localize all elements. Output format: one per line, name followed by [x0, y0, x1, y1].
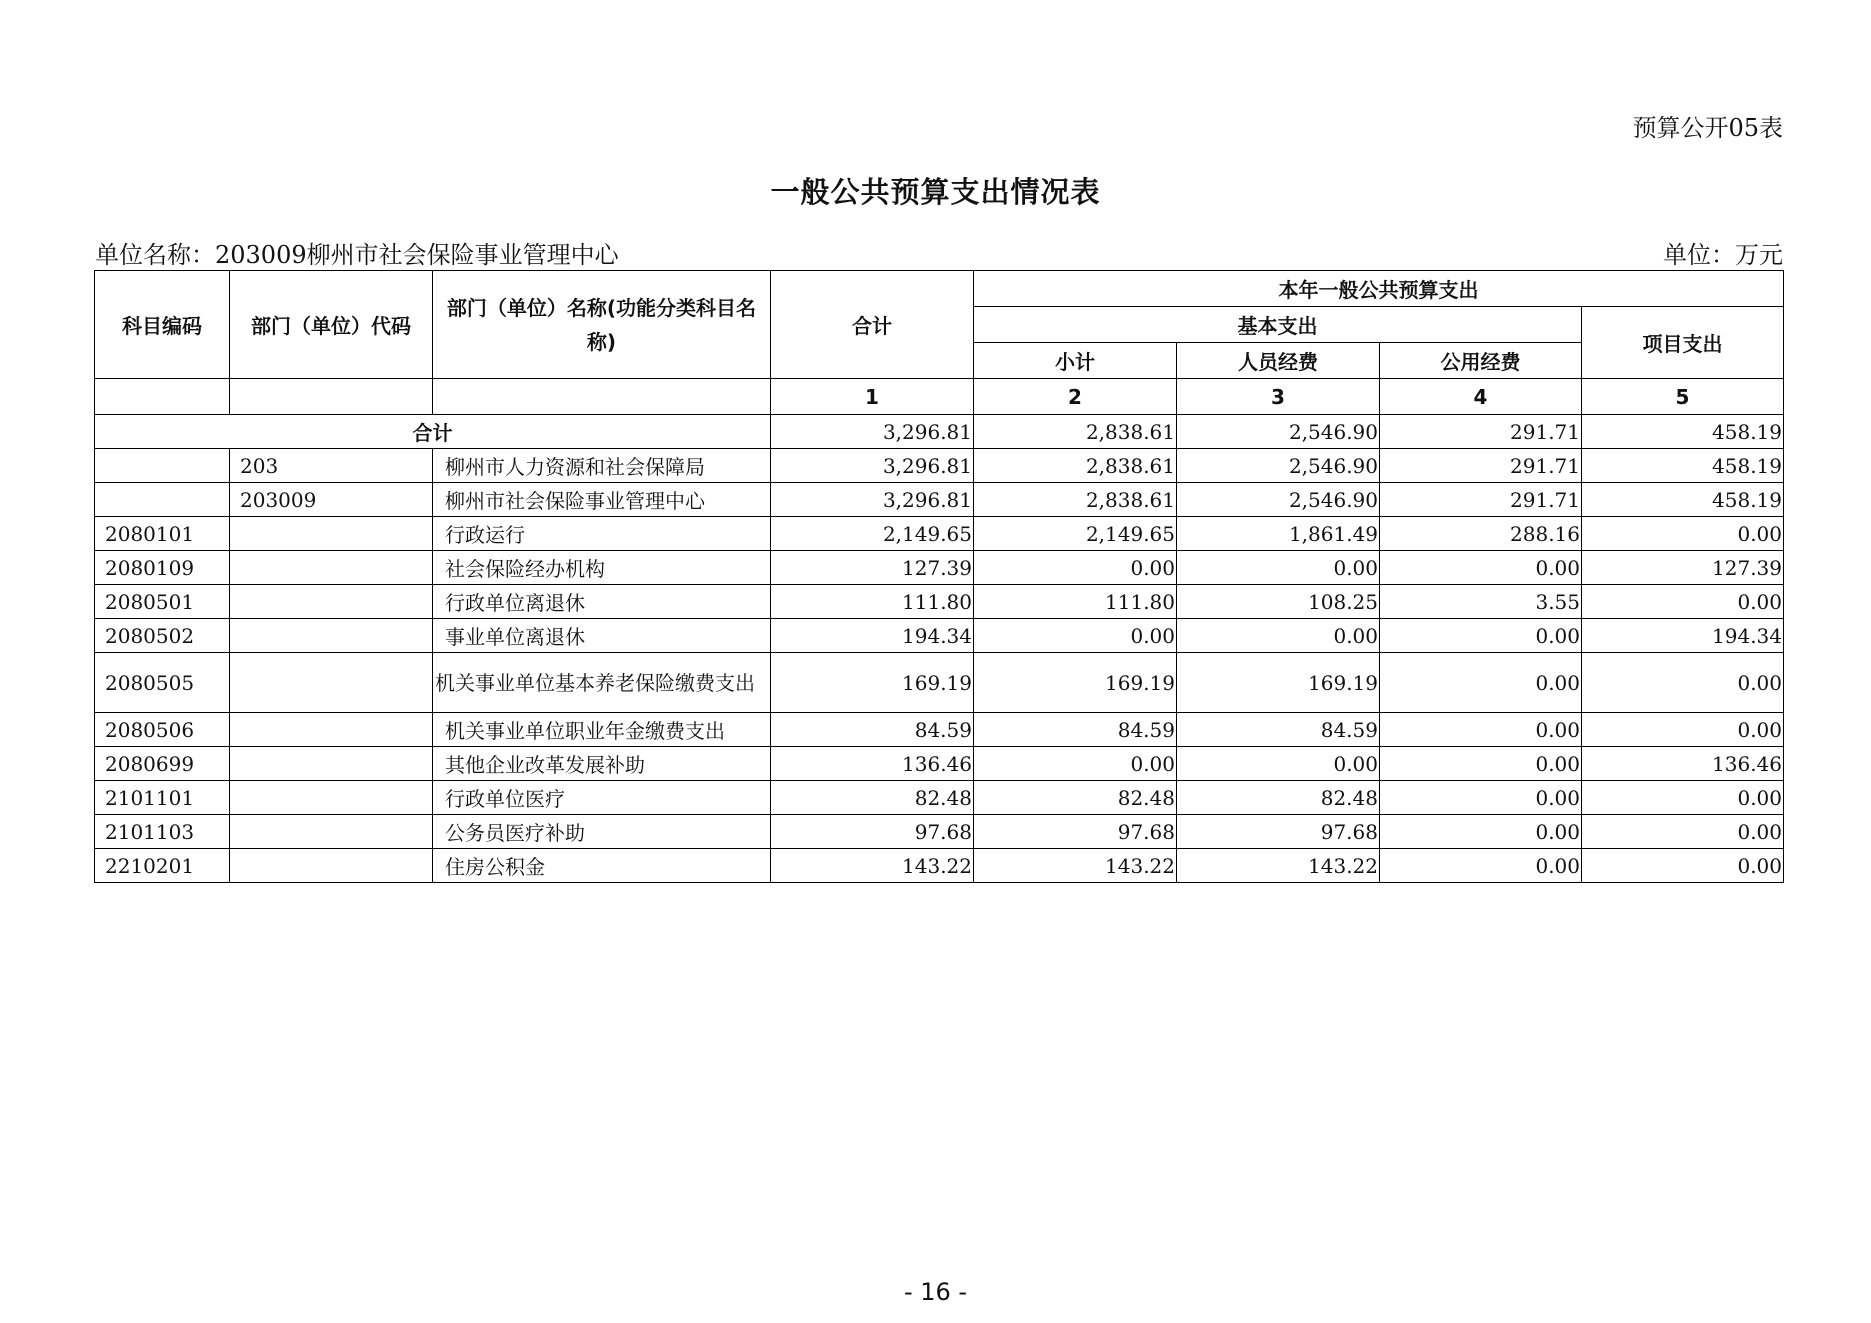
- cell-personnel: 143.22: [1177, 849, 1380, 883]
- header-public: 公用经费: [1380, 343, 1582, 379]
- table-row: [95, 653, 1784, 713]
- header-col-index: 1: [771, 379, 974, 415]
- cell-public: 291.71: [1380, 415, 1582, 449]
- cell-dept-code: [230, 815, 433, 849]
- cell-personnel: 82.48: [1177, 781, 1380, 815]
- cell-dept-name: 机关事业单位职业年金缴费支出: [433, 713, 771, 747]
- cell-dept-code: [230, 653, 433, 713]
- unit-label: 单位：万元: [1663, 241, 1783, 269]
- header-col-index: 4: [1380, 379, 1582, 415]
- cell-dept-name: 柳州市社会保险事业管理中心: [433, 483, 771, 517]
- cell-total: 2,149.65: [771, 517, 974, 551]
- total-row-label: 合计: [95, 415, 771, 449]
- header-col-index: 5: [1582, 379, 1784, 415]
- cell-subject-code: 2080699: [95, 747, 230, 781]
- total-row: [95, 415, 1784, 449]
- cell-dept-name: 行政运行: [433, 517, 771, 551]
- cell-dept-code: 203: [230, 449, 433, 483]
- cell-public: 0.00: [1380, 815, 1582, 849]
- table-row: [95, 517, 1784, 551]
- cell-total: 169.19: [771, 653, 974, 713]
- page-number: - 16 -: [903, 1278, 968, 1306]
- cell-subtotal: 0.00: [974, 619, 1177, 653]
- cell-subtotal: 2,149.65: [974, 517, 1177, 551]
- header-blank: [95, 379, 230, 415]
- cell-subject-code: 2080502: [95, 619, 230, 653]
- cell-total: 84.59: [771, 713, 974, 747]
- cell-public: 0.00: [1380, 619, 1582, 653]
- cell-personnel: 2,546.90: [1177, 415, 1380, 449]
- cell-subject-code: 2080506: [95, 713, 230, 747]
- cell-personnel: 0.00: [1177, 551, 1380, 585]
- cell-project: 0.00: [1582, 849, 1784, 883]
- cell-public: 0.00: [1380, 551, 1582, 585]
- cell-dept-code: [230, 585, 433, 619]
- cell-personnel: 84.59: [1177, 713, 1380, 747]
- unit-name: 单位名称：203009柳州市社会保险事业管理中心: [95, 241, 619, 269]
- cell-subject-code: [95, 449, 230, 483]
- cell-subtotal: 2,838.61: [974, 415, 1177, 449]
- cell-dept-code: [230, 619, 433, 653]
- cell-subject-code: 2080109: [95, 551, 230, 585]
- cell-project: 0.00: [1582, 585, 1784, 619]
- cell-personnel: 0.00: [1177, 747, 1380, 781]
- cell-subject-code: 2080501: [95, 585, 230, 619]
- table-row: [95, 815, 1784, 849]
- cell-project: 194.34: [1582, 619, 1784, 653]
- cell-dept-name: 其他企业改革发展补助: [433, 747, 771, 781]
- header-blank: [433, 379, 771, 415]
- cell-project: 0.00: [1582, 653, 1784, 713]
- cell-subtotal: 111.80: [974, 585, 1177, 619]
- cell-subject-code: 2080101: [95, 517, 230, 551]
- header-subtotal: 小计: [974, 343, 1177, 379]
- cell-public: 3.55: [1380, 585, 1582, 619]
- header-dept-name: 部门（单位）名称(功能分类科目名称): [433, 271, 771, 379]
- cell-dept-code: [230, 781, 433, 815]
- table-row: [95, 483, 1784, 517]
- cell-dept-name: 行政单位医疗: [433, 781, 771, 815]
- cell-subject-code: 2101101: [95, 781, 230, 815]
- cell-subtotal: 143.22: [974, 849, 1177, 883]
- cell-dept-code: [230, 517, 433, 551]
- form-number: 预算公开05表: [1632, 114, 1783, 142]
- header-dept-code: 部门（单位）代码: [230, 271, 433, 379]
- cell-project: 0.00: [1582, 815, 1784, 849]
- cell-project: 127.39: [1582, 551, 1784, 585]
- cell-subject-code: 2101103: [95, 815, 230, 849]
- cell-subtotal: 2,838.61: [974, 483, 1177, 517]
- header-blank: [230, 379, 433, 415]
- cell-total: 111.80: [771, 585, 974, 619]
- cell-subtotal: 0.00: [974, 551, 1177, 585]
- cell-dept-code: [230, 747, 433, 781]
- page-title: 一般公共预算支出情况表: [770, 175, 1101, 209]
- table-row: [95, 849, 1784, 883]
- header-total: 合计: [771, 271, 974, 379]
- cell-personnel: 0.00: [1177, 619, 1380, 653]
- cell-subtotal: 0.00: [974, 747, 1177, 781]
- cell-subject-code: 2210201: [95, 849, 230, 883]
- cell-subtotal: 169.19: [974, 653, 1177, 713]
- cell-project: 0.00: [1582, 713, 1784, 747]
- cell-public: 291.71: [1380, 449, 1582, 483]
- cell-dept-name: 社会保险经办机构: [433, 551, 771, 585]
- header-personnel: 人员经费: [1177, 343, 1380, 379]
- cell-total: 82.48: [771, 781, 974, 815]
- cell-public: 0.00: [1380, 781, 1582, 815]
- cell-personnel: 108.25: [1177, 585, 1380, 619]
- cell-project: 0.00: [1582, 517, 1784, 551]
- cell-subtotal: 97.68: [974, 815, 1177, 849]
- cell-public: 0.00: [1380, 713, 1582, 747]
- cell-dept-code: [230, 849, 433, 883]
- cell-subtotal: 84.59: [974, 713, 1177, 747]
- header-col-index: 3: [1177, 379, 1380, 415]
- cell-public: 291.71: [1380, 483, 1582, 517]
- cell-public: 0.00: [1380, 747, 1582, 781]
- cell-dept-name: 柳州市人力资源和社会保障局: [433, 449, 771, 483]
- cell-dept-code: 203009: [230, 483, 433, 517]
- table-row: [95, 619, 1784, 653]
- cell-total: 3,296.81: [771, 415, 974, 449]
- cell-dept-name: 公务员医疗补助: [433, 815, 771, 849]
- header-project: 项目支出: [1582, 307, 1784, 379]
- cell-project: 0.00: [1582, 781, 1784, 815]
- cell-project: 458.19: [1582, 415, 1784, 449]
- cell-total: 143.22: [771, 849, 974, 883]
- cell-subject-code: [95, 483, 230, 517]
- header-subject-code: 科目编码: [95, 271, 230, 379]
- cell-personnel: 169.19: [1177, 653, 1380, 713]
- table-row: [95, 551, 1784, 585]
- table-row: [95, 585, 1784, 619]
- cell-dept-name: 事业单位离退休: [433, 619, 771, 653]
- cell-total: 97.68: [771, 815, 974, 849]
- table-row: [95, 713, 1784, 747]
- cell-total: 3,296.81: [771, 449, 974, 483]
- table-row: [95, 449, 1784, 483]
- cell-personnel: 2,546.90: [1177, 449, 1380, 483]
- table-row: [95, 747, 1784, 781]
- table-row: [95, 781, 1784, 815]
- header-current-year: 本年一般公共预算支出: [974, 271, 1784, 307]
- cell-total: 136.46: [771, 747, 974, 781]
- cell-personnel: 97.68: [1177, 815, 1380, 849]
- cell-dept-name: 行政单位离退休: [433, 585, 771, 619]
- cell-project: 458.19: [1582, 449, 1784, 483]
- cell-project: 136.46: [1582, 747, 1784, 781]
- cell-dept-code: [230, 713, 433, 747]
- cell-public: 288.16: [1380, 517, 1582, 551]
- cell-dept-name: 住房公积金: [433, 849, 771, 883]
- cell-public: 0.00: [1380, 653, 1582, 713]
- cell-personnel: 2,546.90: [1177, 483, 1380, 517]
- cell-personnel: 1,861.49: [1177, 517, 1380, 551]
- cell-subtotal: 82.48: [974, 781, 1177, 815]
- cell-subject-code: 2080505: [95, 653, 230, 713]
- cell-public: 0.00: [1380, 849, 1582, 883]
- cell-subtotal: 2,838.61: [974, 449, 1177, 483]
- header-col-index: 2: [974, 379, 1177, 415]
- cell-total: 194.34: [771, 619, 974, 653]
- cell-total: 127.39: [771, 551, 974, 585]
- cell-dept-code: [230, 551, 433, 585]
- cell-project: 458.19: [1582, 483, 1784, 517]
- header-basic: 基本支出: [974, 307, 1582, 343]
- budget-table: [94, 270, 1784, 883]
- cell-dept-name: 机关事业单位基本养老保险缴费支出: [433, 653, 771, 713]
- cell-total: 3,296.81: [771, 483, 974, 517]
